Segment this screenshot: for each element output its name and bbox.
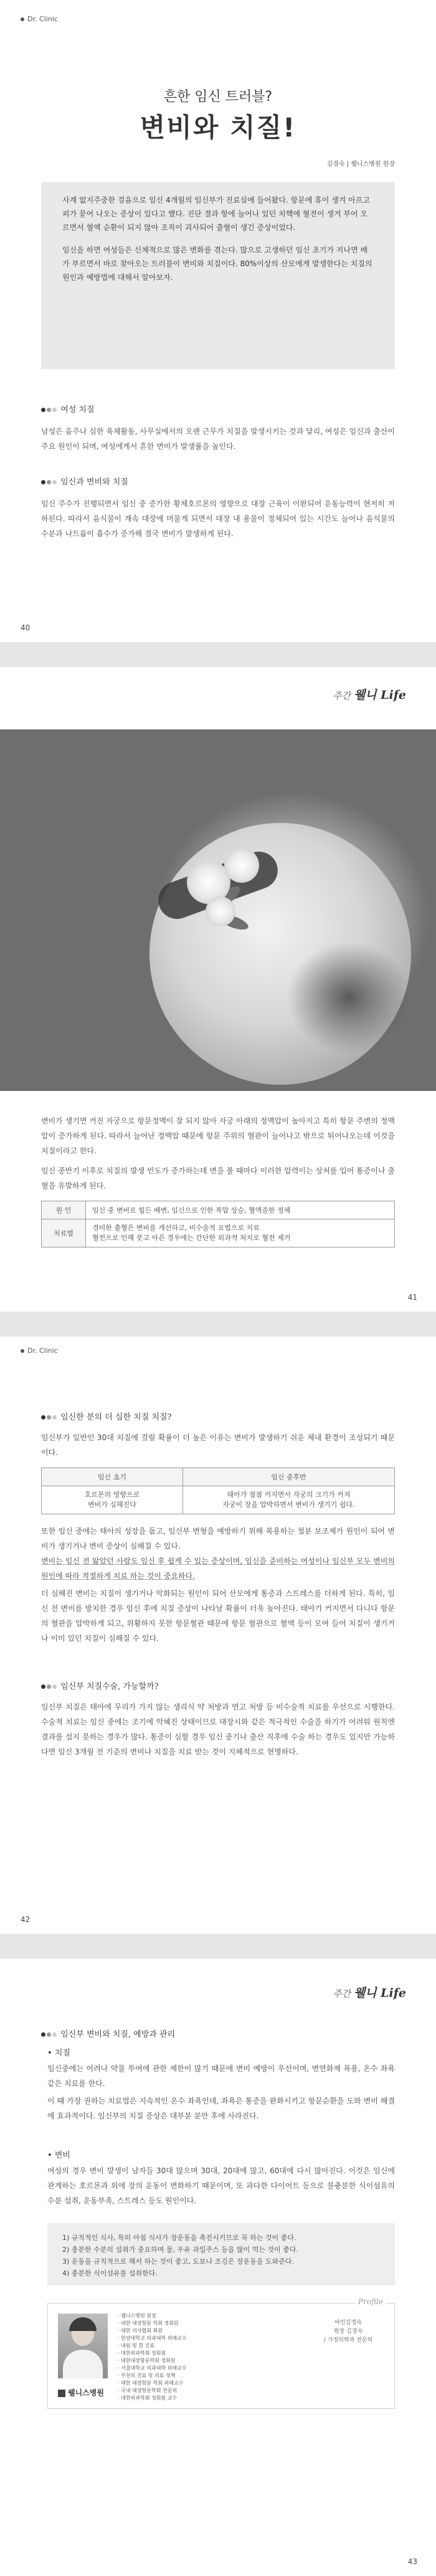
page-number: 43 — [407, 2557, 417, 2566]
section-label: Dr. Clinic — [21, 15, 58, 23]
table-cell: 호르몬의 영향으로 변비가 심해진다 — [42, 1486, 183, 1514]
table-cell: 치료법 — [42, 1219, 86, 1247]
list-item: 1) 규칙적인 식사, 특히 아침 식사가 장운동을 촉진시키므로 꼭 하는 것이 좋다. — [62, 2234, 296, 2242]
body-paragraph: 임신부 치질은 태아에 무리가 가지 않는 생리식 약 처방과 연고 처방 등 비수술적 치료를 우선으로 시행한다. 수술적 치료는 임신 중에는 조기에 악혜진 상태이므로 대장시와 같은 적극적인 수술을 하기가 어려워 원칙엔 결과를 섭지 못하는 경우가 많다. 통증이 심할 경우 임신 중기나 출산 직후에 수술 하는 경우도 있지만 가능하다면 임신 3개월 전 기준의 변비나 치질을 치료 받는 것이 지혜적으로 현명하다. — [41, 1703, 395, 1756]
list-item: · 대한대장항문학회 정회원 — [118, 2358, 176, 2363]
body-paragraph: 더 심해진 변비는 치질이 생기거나 악화되는 원인이 되어 산모에게 통증과 스트레스를 더하게 된다. 특히, 임신 전 변비를 방치한 경우 임신 후에 치질 증상이 나타날 확률이 더욱 높아진다. 태아가 커지면서 다니다 항문의 혈관을 압박하게 되고, 위황하지 못한 항문혈관 때문에 항문 혈관으로 혈액 등이 모여 들어 치질이 생기거나 이미 있던 치질이 심해질 수 있다. — [41, 1589, 395, 1643]
section-heading: 여성 치질 — [41, 403, 95, 415]
page-41 — [0, 667, 436, 1312]
doctor-photo — [58, 2314, 108, 2378]
list-item: · 대한 의사협회 회원 — [118, 2328, 163, 2333]
list-item: 4) 충분한 식이섬유를 섭취한다. — [62, 2269, 158, 2277]
list-item: · 내원 및 한 진료 — [118, 2343, 155, 2348]
highlighted-paragraph: 변비는 임신 전 앓았던 사람도 임신 후 쉽게 수 있는 증상이며, 임신을 준비하는 여성이나 임신부 모두 변비의 원인에 따라 적절하게 치료 하는 것이 중요하다. — [41, 1557, 395, 1580]
page-42 — [0, 1337, 436, 1934]
summary-paragraph: 임신을 하면 여성들은 신체적으로 많은 변화를 겪는다. 많으로 고생하던 임신 초기가 지나면 배가 부르면서 바로 찾아오는 트러블이 변비와 치질이다. 80%이상의 산모에게 발생한다는 치질의 원인과 예방법에 대해서 알아보자. — [62, 246, 372, 282]
table-header: 임신 초기 — [42, 1468, 183, 1486]
section-heading: 임신부 변비와 치질, 예방과 관리 — [41, 2027, 175, 2039]
body-paragraph: 이 때 가장 권하는 치료법은 지속적인 온수 좌욕인데, 좌욕은 통증을 완화시키고 항문순환을 도와 변비 해결에 효과적이다. 임신부의 치질 증상은 대부분 분만 후에 사라진다. — [47, 2097, 395, 2120]
section-heading: 임신과 변비와 치질 — [41, 475, 128, 487]
page-gap — [0, 642, 436, 667]
magazine-brand: 주간 웰니 Life — [333, 688, 406, 702]
table-cell: 임신 중 변비로 힘든 배변, 임신으로 인한 복압 상승, 혈액증한 정체 — [86, 1201, 395, 1219]
section-label: Dr. Clinic — [21, 1347, 58, 1355]
summary-paragraph: 사계 없지주중한 걸음으로 임신 4개월의 임신부가 진료실에 들어왔다. 항문에 휴이 생겨 아프고 피가 묻어 나오는 증상이 있다고 했다. 진단 결과 항에 늘어나 있던 치핵에 혈전이 생겨 부어 오르면서 혈액 순환이 되지 않아 조직이 괴사되어 출혈이 생긴 증상이었다. — [62, 196, 370, 232]
sub-heading-hemorrhoids: • 치질 — [47, 2049, 70, 2058]
profile-tag: Profile — [356, 2297, 386, 2306]
table-cell: 태아가 점점 커지면서 자궁의 크기가 커져 자궁이 장을 압박하면서 변비가 생기기 쉽다. — [182, 1486, 394, 1514]
author-byline: 김경숙 | 웰니스병원 원장 — [326, 161, 395, 168]
body-paragraph: 임신중에는 어려나 약물 투여에 관한 제한이 많기 때문에 변비 예방이 우선이며, 변연화제 복용, 온수 좌욕 같은 치료를 한다. — [47, 2064, 395, 2088]
profile-career-list — [118, 2312, 305, 2402]
list-item: · 한양대학교 의과대학 외래교수 — [118, 2335, 187, 2341]
list-item: · 부천의 진료 및 의료 정책 — [118, 2373, 176, 2378]
profile-name: 아인김경숙 원장 김경숙 / 가정의학과 전문의 — [323, 2320, 373, 2343]
table-row — [42, 1468, 395, 1486]
section-heading: 임신부 치질수술, 가능할까? — [41, 1680, 159, 1691]
profile-box — [47, 2297, 395, 2409]
article-title: 변비와 치질! — [140, 112, 296, 143]
body-paragraph: 변비가 생기면 커진 자궁으로 항문정맥이 잘 되지 않아 자궁 아래의 정맥압이 높아지고 특히 항문 주변의 정맥압이 증가하게 된다. 따라서 늘어난 정맥압 때문에 항문 주위의 혈관이 늘어나고 밖으로 튀어나오는데 이것을 치질이라고 한다. — [41, 1117, 395, 1155]
page-gap — [0, 1312, 436, 1337]
cause-treatment-table — [41, 1201, 395, 1247]
list-item: · 국내 대장항문학회 전문의 — [118, 2388, 178, 2393]
body-paragraph: 여성의 경우 변비 발생이 남자들 30대 많으며 30대, 20대에 많고, 60대에 다시 많아진다. 이것은 임신에 관계하는 호르몬과 외에 장의 운동이 변화하기 때문이며, 또 과다한 다이어트 등으로 불충분한 식이섬유의 수분 섭취, 운동부족, 스트레스 등도 원인이다. — [47, 2166, 395, 2205]
table-cell: 원 인 — [42, 1201, 86, 1219]
list-item: · 대한 대장항문 학회 정회원 — [118, 2320, 179, 2326]
article-subtitle: 흔한 임신 트러블? — [163, 89, 273, 105]
list-item: · 서울대학교 의과대학 외래교수 — [118, 2365, 187, 2371]
list-item: 3) 운동을 규칙적으로 해서 하는 것이 좋고, 도보나 조깅은 장운동을 도와준다. — [62, 2257, 295, 2266]
list-item: 2) 충분한 수분의 섭취가 중요하며 물, 우유 과일주스 등을 많이 먹는 것이 좋다. — [62, 2246, 299, 2254]
pregnancy-photo — [0, 729, 436, 1091]
hospital-logo: 웰니스병원 — [58, 2387, 104, 2398]
body-paragraph: 임신 주수가 진행되면서 임신 중 증가한 황체호르몬의 영향으로 대장 근육이 이완되어 운동능력이 현저히 저하된다. 따라서 음식물이 계속 대장에 머물게 되면서 대장 내 용물이 정체되어 있는 시간도 늘어나 음식물의 수분과 나트륨이 흡수가 증가해 결국 변비가 발생하게 된다. — [41, 499, 395, 538]
summary-box — [41, 182, 395, 369]
pregnancy-stage-table — [41, 1468, 395, 1514]
sub-heading-constipation: • 변비 — [47, 2151, 70, 2160]
page-40 — [0, 0, 436, 642]
table-row — [42, 1201, 395, 1219]
body-paragraph: 남성은 음주나 심한 육체활동, 사무실에서의 오랜 근무가 치질을 발생시키는 것과 달리, 여성은 임신과 출산이 주요 원인이 되며, 여성에게서 흔한 변비가 발생률을 높인다. — [41, 427, 395, 451]
section-heading: 임신한 분의 더 심한 치질 치질? — [41, 1410, 171, 1422]
table-row — [42, 1486, 395, 1514]
list-item: · 대한외과학회 정회원 교수 — [118, 2395, 178, 2401]
hospital-cross-icon — [58, 2390, 65, 2397]
tips-box — [47, 2223, 395, 2285]
table-header: 임신 중후반 — [182, 1468, 394, 1486]
page-number: 42 — [21, 1915, 31, 1924]
body-paragraph: 임신부가 일반인 30대 치질에 걸릴 확률이 더 높은 이유는 변비가 발생하기 쉬운 체내 환경이 조성되기 때문이다. — [41, 1433, 395, 1457]
body-paragraph: 또한 임신 중에는 태아의 성장을 돕고, 임신부 변형을 예방하기 위해 복용하는 철분 보조제가 원인이 되어 변비가 생기거나 변비 증상이 심해질 수 있다. — [41, 1527, 395, 1550]
list-item: · 대한 대장항문 학회 외래교수 — [118, 2380, 184, 2386]
list-item: · 웰니스병원 원장 — [118, 2313, 156, 2319]
page-number: 40 — [21, 623, 31, 632]
page-gap — [0, 1934, 436, 1959]
list-item: · 대한외과학회 정회원 — [118, 2350, 166, 2356]
page-43 — [0, 1959, 436, 2576]
page-number: 41 — [407, 1293, 417, 1302]
table-cell: 경미한 출혈은 변비를 개선하고, 비수술적 요법으로 치료 혈전으로 인해 붓고 아픈 경우에는 간단한 외과적 처치로 혈전 제거 — [86, 1219, 395, 1247]
body-paragraph: 임신 중반기 이후로 치질의 발생 빈도가 증가하는데 변을 볼 때마다 이러한 압력이는 상처를 입어 통증이나 출혈을 유발하게 된다. — [41, 1166, 395, 1190]
table-row — [42, 1219, 395, 1247]
magazine-brand: 주간 웰니 Life — [333, 1986, 406, 2000]
